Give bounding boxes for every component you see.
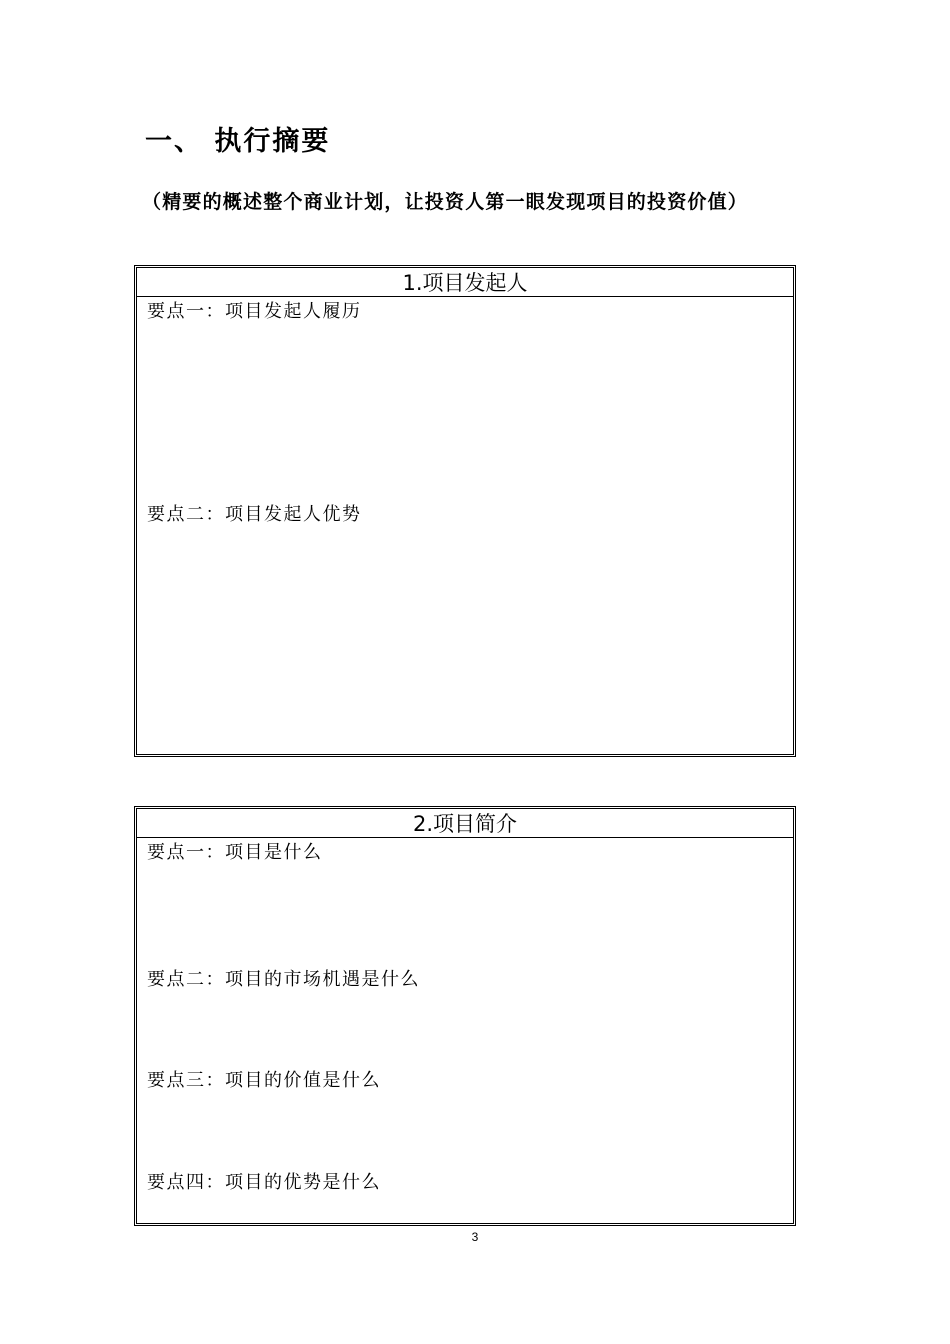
section-title: 1.项目发起人 xyxy=(137,268,793,297)
point-item: 要点二：项目的市场机遇是什么 xyxy=(147,969,420,990)
point-item: 要点四：项目的优势是什么 xyxy=(147,1172,381,1193)
point-item: 要点一：项目是什么 xyxy=(147,842,323,863)
section-project-intro xyxy=(134,806,796,1226)
page-number: 3 xyxy=(471,1230,479,1244)
section-project-initiator xyxy=(134,265,796,757)
point-item: 要点一：项目发起人履历 xyxy=(147,301,362,322)
point-item: 要点三：项目的价值是什么 xyxy=(147,1070,381,1091)
section-title: 2.项目简介 xyxy=(137,809,793,838)
point-item: 要点二：项目发起人优势 xyxy=(147,504,362,525)
page-subtitle: （精要的概述整个商业计划，让投资人第一眼发现项目的投资价值） xyxy=(142,191,749,213)
page-title: 一、 执行摘要 xyxy=(145,126,331,157)
